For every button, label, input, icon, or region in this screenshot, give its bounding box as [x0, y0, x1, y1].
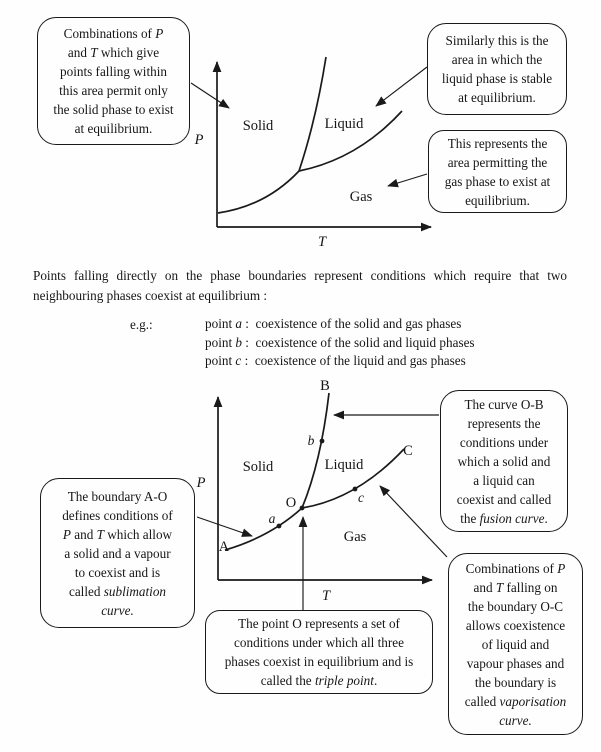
arrow-to-vaporisation-curve — [380, 486, 447, 557]
text-line — [45, 487, 190, 506]
text-line — [433, 153, 562, 172]
text-segment: Combinations of — [63, 26, 156, 41]
point-b-dot — [320, 439, 325, 444]
text-segment: which allow — [103, 526, 173, 542]
text-segment: : coexistence of the liquid and gas phases — [241, 353, 466, 369]
text-line — [433, 191, 562, 210]
text-segment: the solid phase to exist — [53, 102, 174, 117]
text-line — [433, 172, 562, 191]
text-line — [210, 614, 428, 633]
arrow-to-liquid-region — [376, 67, 427, 106]
text-line — [445, 414, 563, 433]
text-segment: . — [373, 673, 378, 688]
body-paragraph-line1: Points falling directly on the phase boundaries represent conditions which require that two — [33, 268, 567, 283]
callout-vaporisation-curve — [448, 553, 583, 735]
solid-region-label-top: Solid — [242, 118, 274, 134]
text-segment: represents the — [467, 415, 541, 431]
p-axis-label-top: P — [194, 132, 204, 148]
text-segment: point — [205, 316, 236, 331]
text-line — [45, 582, 190, 601]
arrow-to-sublimation-curve — [197, 517, 252, 536]
text-line — [432, 88, 562, 107]
text-segment: P — [155, 26, 164, 41]
text-line — [205, 334, 475, 353]
text-segment: T — [495, 579, 504, 595]
text-segment: point — [205, 353, 236, 369]
p-axis-label-bottom: P — [196, 475, 206, 491]
point-B-label: B — [320, 378, 330, 394]
text-line — [445, 509, 563, 528]
text-line — [45, 525, 190, 544]
text-segment: Similarly this is the — [445, 33, 549, 48]
text-segment: area in which the — [451, 52, 543, 67]
example-items — [205, 315, 475, 371]
text-line — [453, 692, 578, 711]
point-c-label: c — [358, 490, 364, 505]
text-segment: P — [557, 560, 566, 576]
text-line — [445, 452, 563, 471]
text-segment: called — [68, 583, 104, 599]
t-axis-label-top: T — [317, 234, 327, 250]
text-line — [42, 43, 185, 62]
text-segment: curve. — [499, 712, 532, 728]
text-segment: and — [67, 45, 91, 60]
sublimation-curve-top — [218, 171, 299, 213]
arrow-to-solid-region — [191, 83, 229, 108]
text-segment: phases coexist in equilibrium and is — [224, 654, 414, 669]
text-segment: sublimation — [103, 583, 167, 599]
text-line — [42, 119, 185, 138]
text-line — [453, 654, 578, 673]
text-segment: : coexistence of the solid and gas phases — [242, 316, 462, 331]
text-segment: the boundary is — [474, 674, 557, 690]
text-segment: The boundary A-O — [67, 488, 168, 504]
body-paragraph — [33, 266, 567, 306]
text-line — [445, 490, 563, 509]
text-segment: to coexist and is — [74, 564, 161, 580]
text-segment: conditions under — [459, 434, 549, 450]
text-segment: b — [235, 334, 242, 350]
text-line — [45, 601, 190, 620]
text-segment: gas phase to exist at — [444, 173, 551, 189]
text-line — [445, 395, 563, 414]
callout-liquid-region — [427, 23, 567, 115]
liquid-region-label-top: Liquid — [324, 116, 364, 132]
text-segment: point — [205, 334, 236, 350]
text-line — [42, 62, 185, 81]
example-label: e.g.: — [130, 317, 153, 332]
text-segment: c — [235, 353, 242, 369]
point-b-label: b — [307, 433, 315, 448]
text-segment: : coexistence of the solid and liquid phases — [242, 334, 475, 350]
text-segment: defines conditions of — [62, 507, 173, 523]
text-line — [445, 433, 563, 452]
text-line — [453, 673, 578, 692]
text-segment: called the — [260, 673, 315, 688]
text-segment: P — [62, 526, 71, 542]
text-line — [432, 31, 562, 50]
point-O-label: O — [285, 495, 297, 511]
text-segment: fusion curve — [479, 510, 545, 526]
text-line — [210, 671, 428, 690]
callout-gas-region — [428, 130, 567, 213]
text-segment: and — [473, 579, 496, 595]
text-segment: The point O represents a set of — [238, 616, 400, 631]
t-axis-label-bottom: T — [321, 588, 331, 604]
text-segment: points falling within — [60, 64, 167, 79]
text-line — [453, 616, 578, 635]
text-segment: vapour phases and — [466, 655, 565, 671]
gas-region-label-top: Gas — [349, 189, 373, 205]
text-segment: curve. — [101, 602, 134, 618]
text-segment: conditions under which all three — [234, 635, 404, 650]
text-line — [453, 635, 578, 654]
text-segment: the boundary O-C — [467, 598, 564, 614]
text-segment: which a solid and — [457, 453, 551, 469]
text-segment: equilibrium. — [465, 192, 530, 208]
text-segment: Combinations of — [465, 560, 558, 576]
text-segment: This represents the — [447, 135, 548, 151]
text-segment: . — [544, 510, 548, 526]
text-line — [445, 471, 563, 490]
text-line — [432, 50, 562, 69]
text-segment: The curve O-B — [464, 396, 544, 412]
text-segment: vaporisation — [499, 693, 567, 709]
text-segment: coexist and called — [456, 491, 552, 507]
callout-triple-point — [205, 610, 433, 694]
text-line — [42, 81, 185, 100]
text-segment: allows coexistence — [465, 617, 566, 633]
text-line — [205, 352, 475, 371]
text-line — [453, 578, 578, 597]
arrow-to-gas-region — [388, 174, 427, 186]
body-paragraph-line2: neighbouring phases coexist at equilibrium : — [33, 288, 268, 303]
point-a-label: a — [268, 511, 276, 526]
text-line — [453, 597, 578, 616]
text-segment: liquid phase is stable — [441, 71, 553, 86]
text-segment: a — [235, 316, 242, 331]
triple-point-dot — [300, 506, 305, 511]
text-segment: at equilibrium. — [458, 90, 536, 105]
text-line — [45, 544, 190, 563]
text-segment: area permitting the — [447, 154, 548, 170]
point-c-dot — [353, 487, 358, 492]
text-line — [205, 315, 475, 334]
text-segment: which give — [97, 45, 160, 60]
text-segment: falling on — [503, 579, 558, 595]
callout-sublimation-curve — [40, 478, 195, 628]
point-C-label: C — [403, 443, 413, 459]
text-segment: called — [464, 693, 500, 709]
text-segment: T — [90, 45, 98, 60]
text-segment: a liquid can — [473, 472, 535, 488]
callout-fusion-curve — [440, 390, 568, 532]
text-line — [210, 633, 428, 652]
point-a-dot — [277, 524, 282, 529]
text-line — [453, 559, 578, 578]
text-segment: at equilibrium. — [74, 121, 153, 136]
text-segment: a solid and a vapour — [64, 545, 171, 561]
text-segment: and — [70, 526, 97, 542]
sublimation-curve-bottom — [225, 508, 302, 550]
text-line — [453, 711, 578, 730]
text-segment: of liquid and — [481, 636, 550, 652]
text-segment: this area permit only — [59, 83, 168, 98]
text-line — [433, 134, 562, 153]
text-segment: T — [96, 526, 104, 542]
text-line — [45, 563, 190, 582]
liquid-region-label-bottom: Liquid — [324, 457, 364, 473]
point-A-label: A — [218, 539, 230, 555]
text-line — [42, 100, 185, 119]
callout-solid-region — [37, 17, 190, 145]
gas-region-label-bottom: Gas — [343, 529, 367, 545]
text-line — [432, 69, 562, 88]
fusion-curve-top — [299, 57, 326, 171]
text-segment: the — [460, 510, 480, 526]
text-line — [210, 652, 428, 671]
fusion-curve-bottom — [302, 393, 329, 508]
solid-region-label-bottom: Solid — [242, 459, 274, 475]
text-segment: triple point — [314, 673, 374, 688]
text-line — [45, 506, 190, 525]
text-line — [42, 24, 185, 43]
